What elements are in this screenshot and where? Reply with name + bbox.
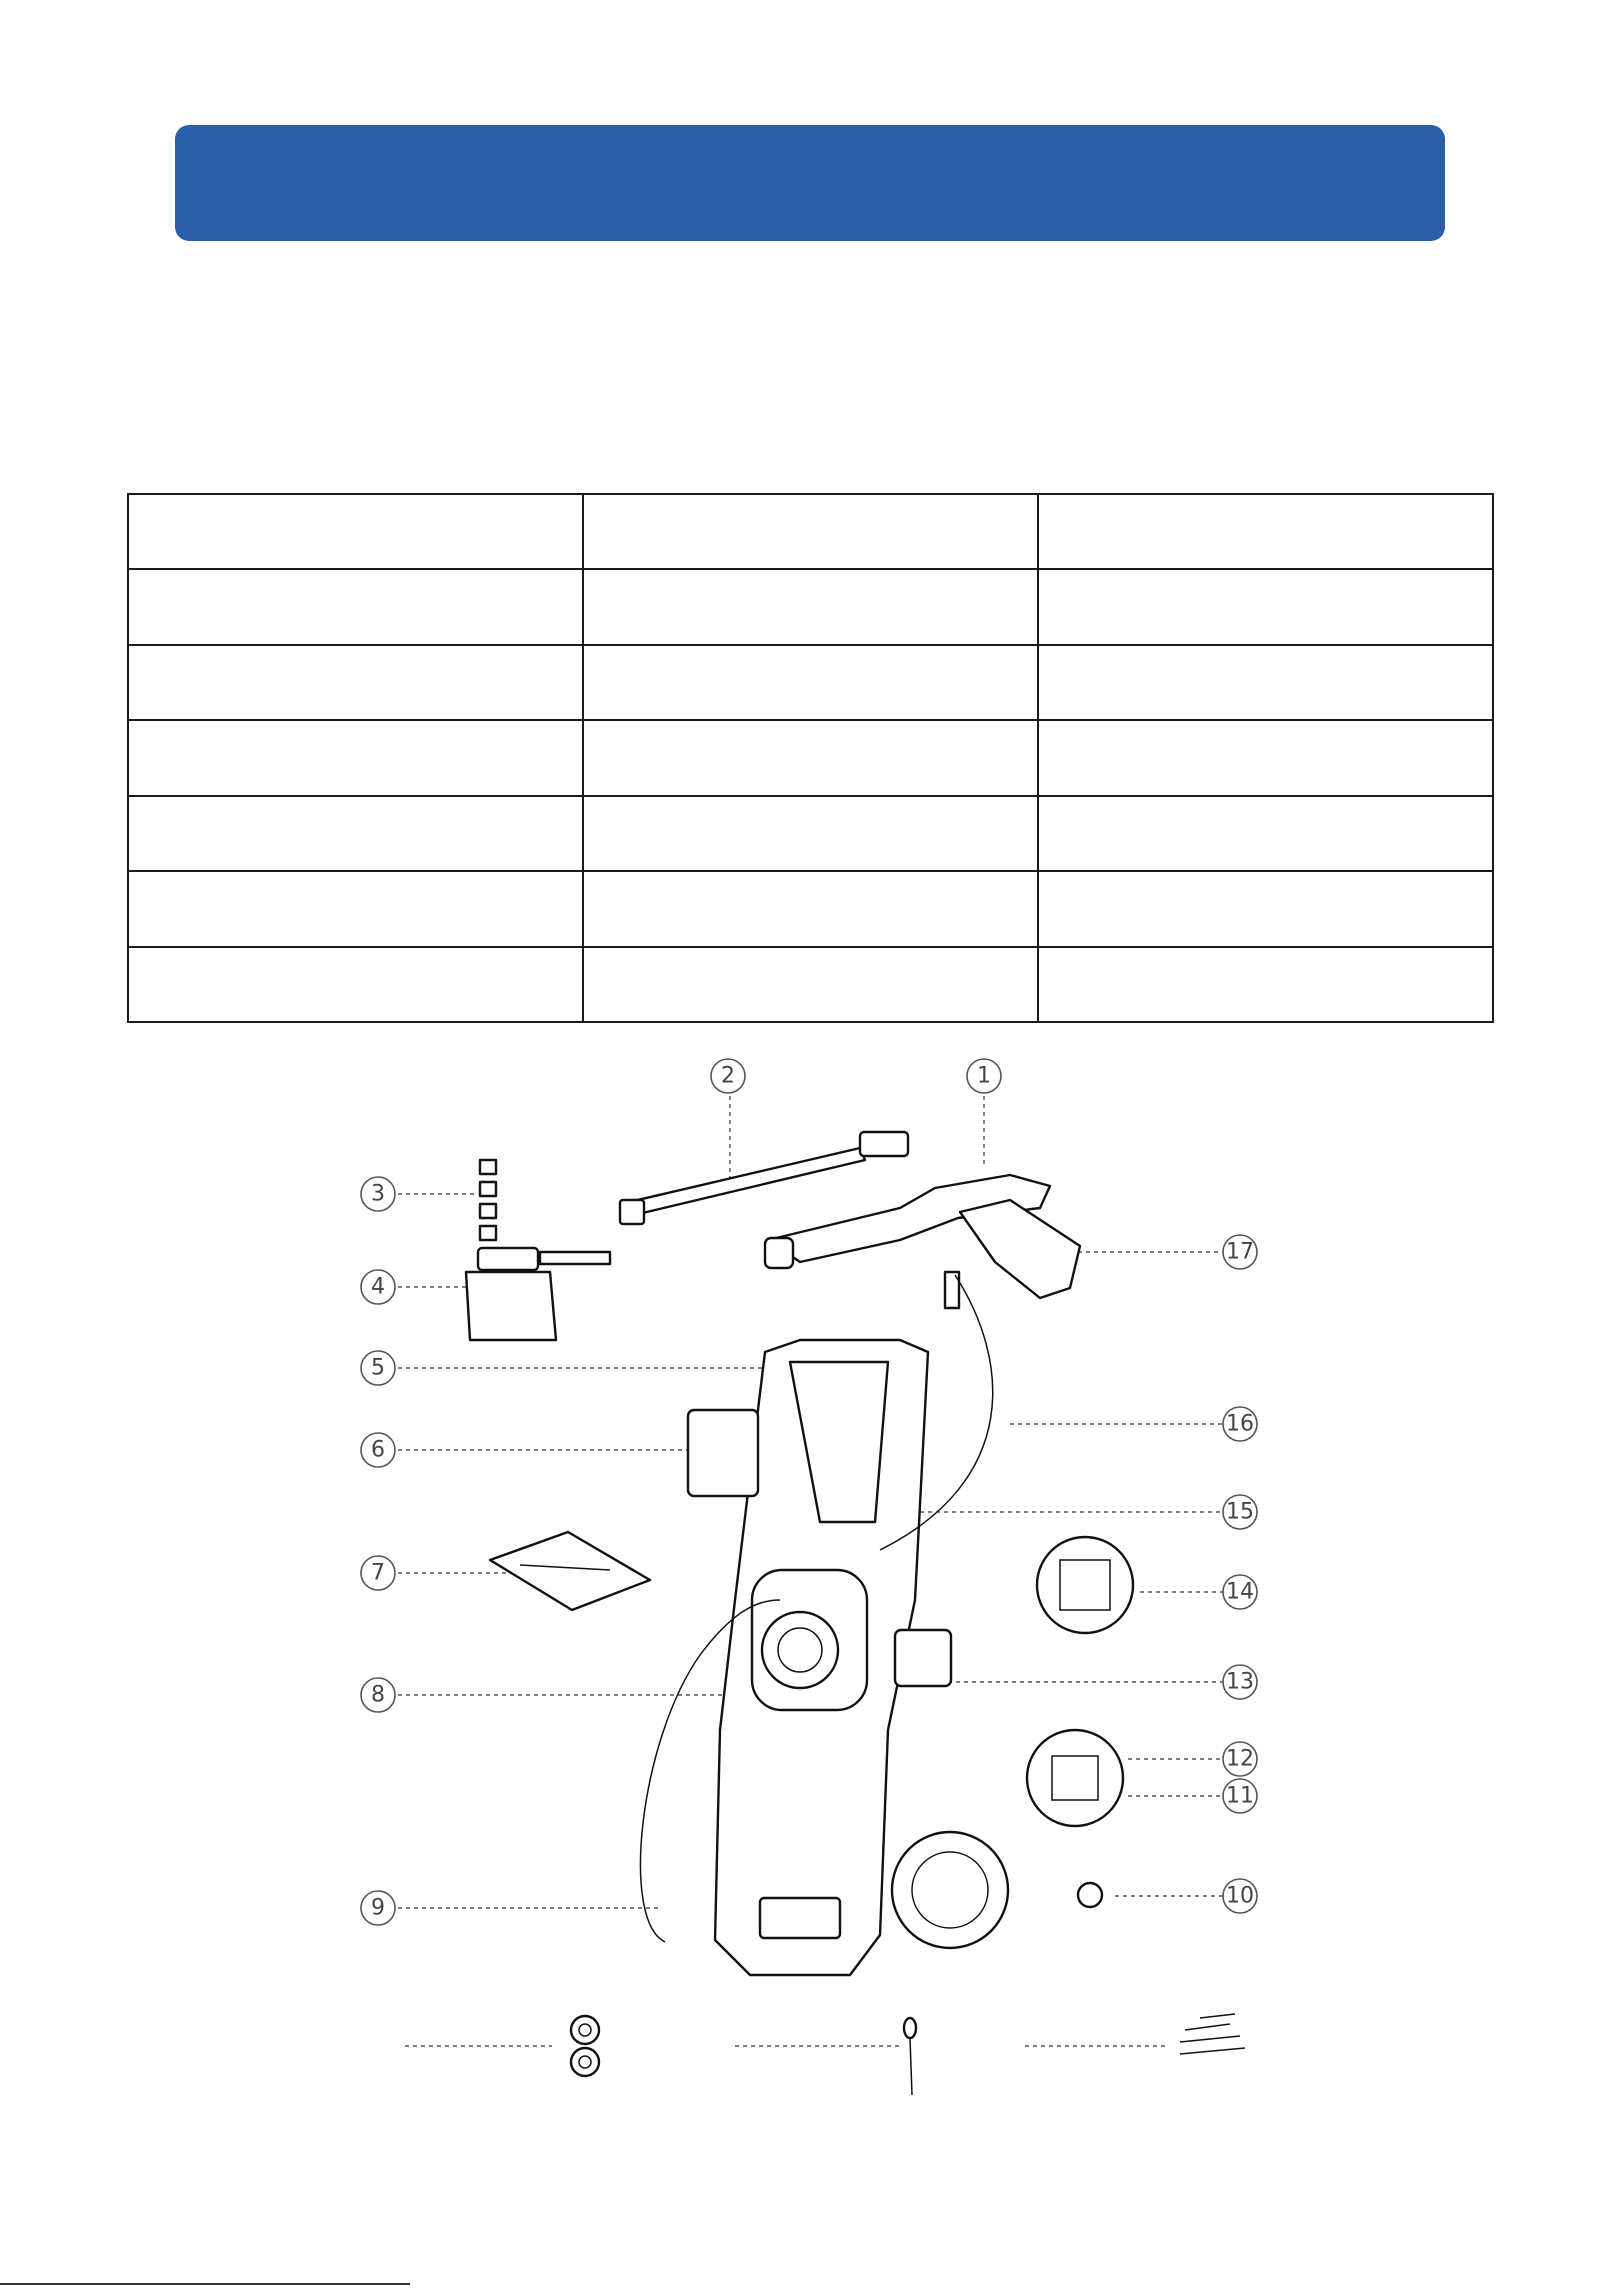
table-cell [583,871,1038,946]
table-cell [583,720,1038,795]
table-row [128,796,1493,871]
spray-lance-drawing [620,1132,908,1224]
table-row [128,569,1493,644]
table-row [128,871,1493,946]
svg-text:4: 4 [371,1274,385,1300]
table-cell [1038,720,1493,795]
callout-8 [361,1678,395,1712]
svg-text:11: 11 [1226,1783,1254,1809]
table-cell [583,494,1038,569]
callout-3 [361,1177,395,1211]
detail-inset-11-12 [1027,1730,1123,1826]
svg-text:14: 14 [1226,1579,1254,1605]
callout-6 [361,1433,395,1467]
callout-12 [1223,1742,1257,1776]
svg-text:10: 10 [1226,1883,1254,1909]
detail-inset-14 [1037,1537,1133,1633]
table-cell [1038,796,1493,871]
svg-text:8: 8 [371,1682,385,1708]
callout-10 [1223,1879,1257,1913]
callout-13 [1223,1665,1257,1699]
table-cell [583,569,1038,644]
svg-text:16: 16 [1226,1411,1254,1437]
callout-14 [1223,1575,1257,1609]
footer-rule [0,2283,410,2285]
callout-16 [1223,1407,1257,1441]
callout-1 [967,1059,1001,1093]
table-cell [1038,569,1493,644]
svg-text:6: 6 [371,1437,385,1463]
parts-table [127,493,1494,1023]
callout-7 [361,1556,395,1590]
callout-11 [1223,1779,1257,1813]
table-cell [128,494,583,569]
table-row [128,645,1493,720]
nozzle-tips-drawing [480,1160,496,1240]
callout-5 [361,1351,395,1385]
table-cell [128,947,583,1022]
svg-text:2: 2 [721,1063,735,1089]
table-row [128,494,1493,569]
table-cell [128,569,583,644]
table-row [128,947,1493,1022]
hose-connector-drawing [1078,1883,1102,1907]
spray-gun-drawing [765,1175,1080,1308]
callout-4 [361,1270,395,1304]
foam-cannon-drawing [466,1248,610,1340]
table-cell [1038,871,1493,946]
exploded-parts-diagram [0,1040,1620,2150]
section-header-banner [175,125,1445,241]
callout-2 [711,1059,745,1093]
table-cell [128,871,583,946]
svg-text:12: 12 [1226,1746,1254,1772]
intro-text [175,300,1445,450]
svg-text:15: 15 [1226,1499,1254,1525]
svg-text:5: 5 [371,1355,385,1381]
table-cell [128,720,583,795]
svg-text:1: 1 [977,1063,991,1089]
pressure-washer-body-drawing [640,1275,1008,1975]
manual-drawing [490,1532,650,1610]
svg-text:3: 3 [371,1181,385,1207]
table-cell [128,645,583,720]
svg-text:9: 9 [371,1895,385,1921]
callout-17 [1223,1235,1257,1269]
table-cell [583,796,1038,871]
callout-15 [1223,1495,1257,1529]
svg-text:13: 13 [1226,1669,1254,1695]
table-row [128,720,1493,795]
table-cell [583,947,1038,1022]
callout-9 [361,1891,395,1925]
svg-text:17: 17 [1226,1239,1254,1265]
table-cell [583,645,1038,720]
table-cell [1038,947,1493,1022]
table-cell [1038,645,1493,720]
table-cell [128,796,583,871]
table-cell [1038,494,1493,569]
svg-text:7: 7 [371,1560,385,1586]
accessories-drawing [571,2014,1245,2095]
